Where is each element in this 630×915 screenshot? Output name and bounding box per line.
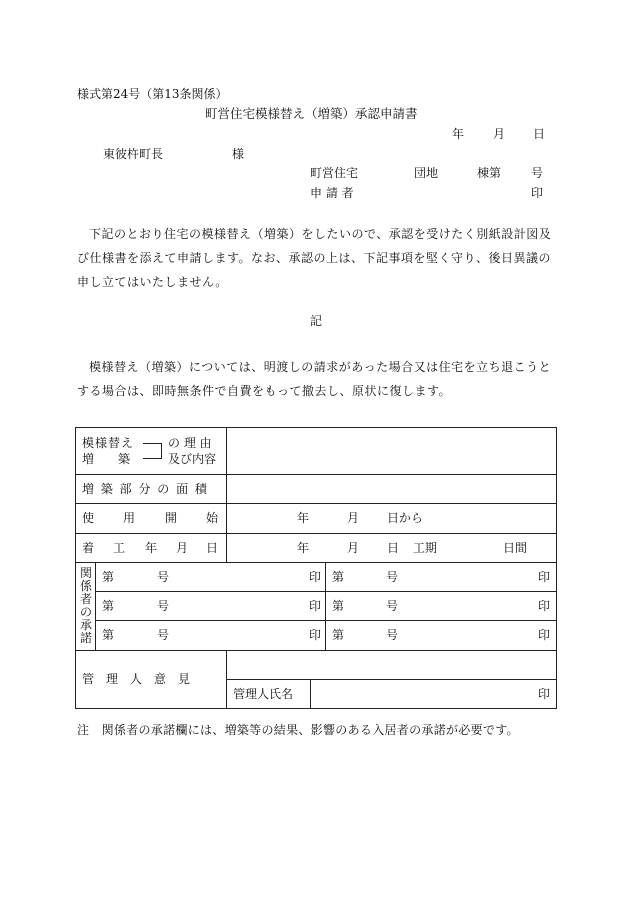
date-day: 日 [533, 127, 546, 141]
consent-1-right-seal: 印 [538, 570, 551, 584]
form-number: 様式第24号（第13条関係） [77, 87, 228, 101]
start-label-2: 用 [123, 511, 136, 525]
start-label-3: 開 [165, 511, 178, 525]
applicant-label: 申 請 者 [310, 186, 354, 200]
construction-days: 日間 [503, 541, 528, 555]
construction-day: 日 [387, 541, 400, 555]
area-label: 増 築 部 分 の 面 積 [82, 482, 209, 496]
addressee-honorific: 様 [232, 147, 245, 161]
reason-label-extension: 増 築 [82, 452, 131, 466]
housing-complex: 団地 [414, 166, 439, 180]
consent-1-left-dai: 第 [102, 570, 115, 584]
consent-label-1: 関 [80, 566, 93, 580]
consent-3-right-seal: 印 [538, 628, 551, 642]
footnote: 注 関係者の承諾欄には、増築等の結果、影響のある入居者の承諾が必要です。 [77, 723, 519, 737]
consent-3-right-dai: 第 [332, 628, 345, 642]
condition-paragraph: 模様替え（増築）については、明渡しの請求があった場合又は住宅を立ち退こうとする場合は、即時無条件で自費をもって撤去し、原状に復します。 [77, 360, 552, 398]
consent-2-left-dai: 第 [102, 599, 115, 613]
construction-month: 月 [347, 541, 360, 555]
consent-1-left-seal: 印 [309, 570, 322, 584]
construction-label-2: 工 [113, 541, 126, 555]
construction-label-4: 月 [176, 541, 189, 555]
intro-paragraph: 下記のとおり住宅の模様替え（増築）をしたいので、承認を受けたく別紙設計図及び仕様書を添えて申請します。なお、承認の上は、下記事項を堅く守り、後日異議の申し立てはいたしません。 [77, 227, 552, 289]
ki-heading: 記 [310, 314, 323, 328]
document-title: 町営住宅模様替え（増築）承認申請書 [205, 106, 418, 121]
construction-period: 工期 [413, 541, 438, 555]
manager-seal: 印 [538, 687, 551, 701]
manager-name-label: 管理人氏名 [233, 687, 294, 701]
construction-label-1: 着 [82, 541, 95, 555]
start-label-4: 始 [206, 511, 219, 525]
construction-label-3: 年 [145, 541, 158, 555]
reason-label-remodel: 模様替え [82, 436, 135, 450]
reason-label-reason: の 理 由 [168, 436, 212, 450]
consent-2-left-seal: 印 [309, 599, 322, 613]
construction-label-5: 日 [206, 541, 219, 555]
date-year: 年 [452, 127, 465, 141]
start-month: 月 [347, 511, 360, 525]
consent-label-4: の [80, 605, 93, 619]
consent-label-5: 承 [80, 618, 93, 632]
manager-opinion-label: 管 理 人 意 見 [82, 672, 191, 686]
consent-3-left-seal: 印 [309, 628, 322, 642]
start-year: 年 [297, 511, 310, 525]
start-label-1: 使 [82, 511, 95, 525]
addressee-name: 東彼杵町長 [103, 147, 164, 161]
consent-1-left-go: 号 [157, 570, 170, 584]
consent-2-right-dai: 第 [332, 599, 345, 613]
housing-number: 号 [531, 166, 544, 180]
construction-year: 年 [297, 541, 310, 555]
consent-3-right-go: 号 [386, 628, 399, 642]
start-day: 日から [387, 511, 424, 525]
consent-2-right-seal: 印 [538, 599, 551, 613]
consent-1-right-go: 号 [386, 570, 399, 584]
consent-label-2: 係 [80, 579, 93, 593]
consent-2-right-go: 号 [386, 599, 399, 613]
consent-label-6: 諾 [80, 631, 93, 645]
housing-prefix: 町営住宅 [310, 166, 359, 180]
housing-building: 棟第 [477, 166, 502, 180]
date-month: 月 [493, 127, 506, 141]
consent-3-left-dai: 第 [102, 628, 115, 642]
consent-3-left-go: 号 [157, 628, 170, 642]
applicant-seal: 印 [531, 186, 544, 200]
consent-label-3: 者 [80, 592, 93, 606]
consent-2-left-go: 号 [157, 599, 170, 613]
reason-label-content: 及び内容 [168, 452, 217, 466]
consent-1-right-dai: 第 [332, 570, 345, 584]
